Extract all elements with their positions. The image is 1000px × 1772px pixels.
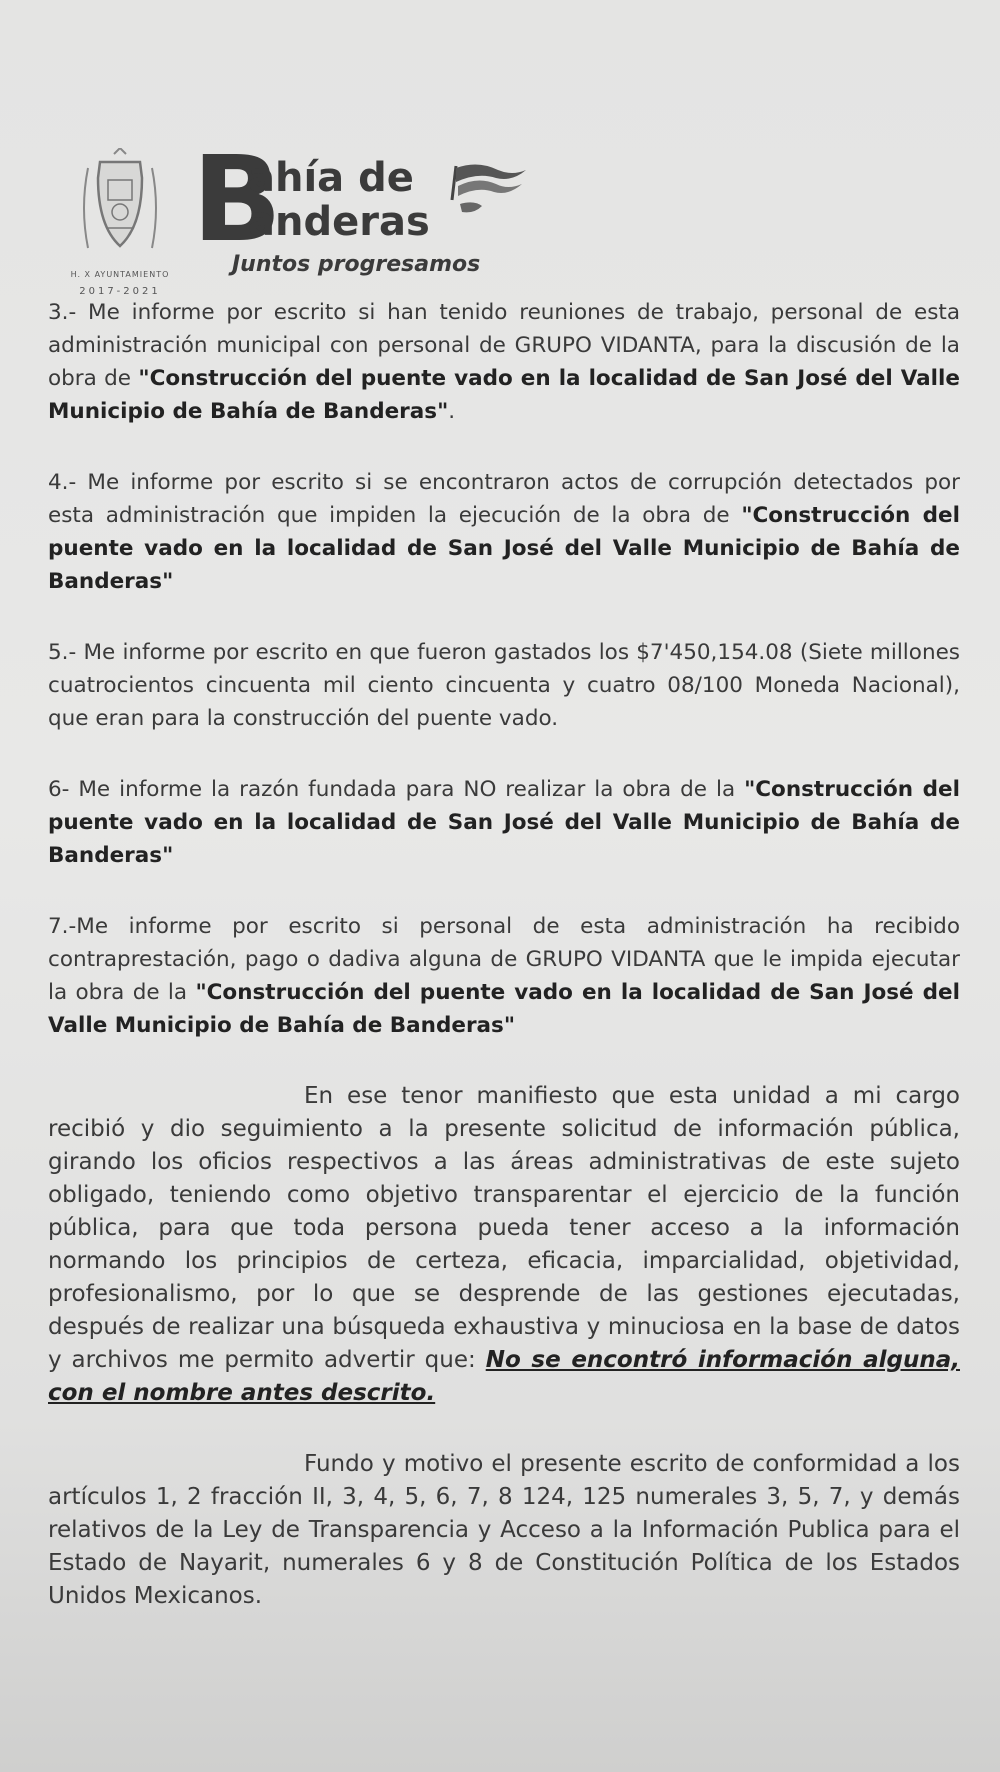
brand-initial: B [192,130,282,268]
paragraph-3: 3.- Me informe por escrito si han tenido reuniones de trabajo, personal de esta administración municipal con personal de GRUPO VIDANTA, para la discusión de la obra de "Construcción del puente vado en la localidad de San José del Valle Municipio de Bahía de Banderas". [48,300,961,424]
paragraph-conclusion: En ese tenor manifiesto que esta unidad a mi cargo recibió y dio seguimiento a la presente solicitud de información pública, girando los oficios respectivos a las áreas administrativas de este sujeto obligado, teniendo como objetivo transparentar el ejercicio de la función pública, para que toda persona pueda tener acceso a la información normando los principios de certeza, eficacia, imparcialidad, objetividad, profesionalismo, por lo que se desprende de las gestiones ejecutadas, después de realizar una búsqueda exhaustiva y minuciosa en la base de datos y archivos me permito advertir que: No se encontró información alguna, con el nombre antes descrito. [48,1083,960,1406]
paragraph-6: 6- Me informe la razón fundada para NO realizar la obra de la "Construcción del puente vado en la localidad de San José del Valle Municipio de Bahía de Banderas" [48,777,960,868]
paragraph-4: 4.- Me informe por escrito si se encontraron actos de corrupción detectados por esta administración que impiden la ejecución de la obra de "Construcción del puente vado en la localidad de San José del Valle Municipio de Bahía de Banderas" [48,470,960,594]
brand-line2: anderas [248,199,430,245]
seal-caption: H. X AYUNTAMIENTO [70,270,170,279]
paragraph-legal-basis: Fundo y motivo el presente escrito de conformidad a los artículos 1, 2 fracción II, 3, 4, 5, 6, 7, 8 124, 125 numerales 3, 5, 7, y demás relativos de la Ley de Transparencia y Acceso a la Información Publica para el Estado de Nayarit, numerales 6 y 8 de Constitución Política de los Estados Unidos Mexicanos. [48,1451,960,1609]
slogan: Juntos progresamos [232,252,481,277]
paragraph-5: 5.- Me informe por escrito en que fueron gastados los $7'450,154.08 (Siete millones cuatrocientos cincuenta mil ciento cincuenta y cuatro 08/100 Moneda Nacional), que eran para la construcción del puente vado. [48,640,960,731]
flag-waves-icon [448,160,528,230]
letter-body [48,296,960,1651]
letterhead [60,130,520,310]
no-information-statement: No se encontró información alguna, con el nombre antes descrito. [48,1347,960,1406]
municipal-seal-icon [70,148,170,268]
brand-line1: ahía de [248,155,414,201]
paragraph-7: 7.-Me informe por escrito si personal de esta administración ha recibido contraprestación, pago o dadiva alguna de GRUPO VIDANTA que le impida ejecutar la obra de la "Construcción del puente vado en la localidad de San José del Valle Municipio de Bahía de Banderas" [48,914,961,1038]
seal-years: 2017-2021 [79,286,161,297]
